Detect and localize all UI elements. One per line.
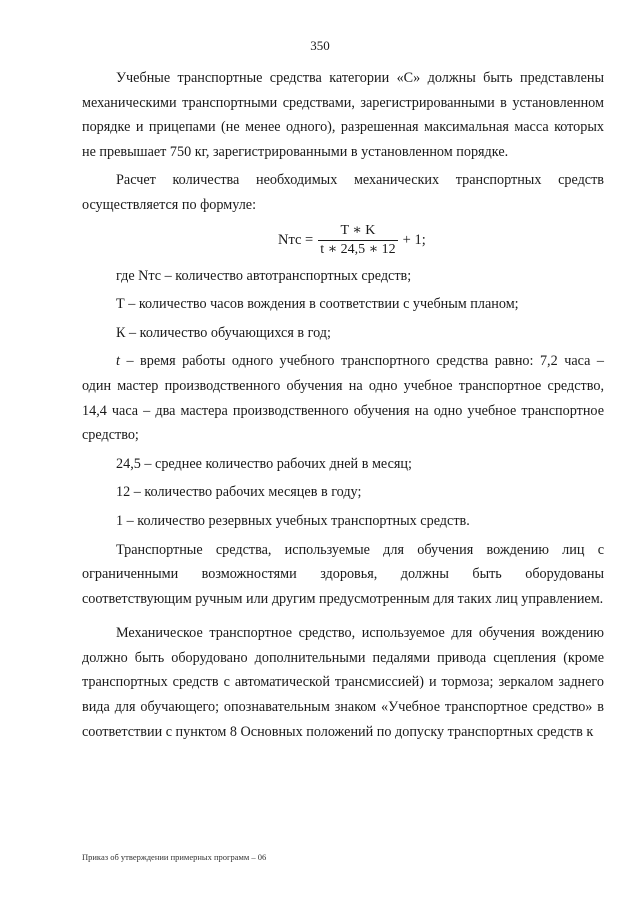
page-number: 350: [310, 38, 330, 53]
definition-t-hours: Т – количество часов вождения в соответствии с учебным планом;: [116, 296, 519, 313]
paragraph-vehicle-equipment: Механическое транспортное средство, используемое для обучения вождению должно быть оборудовано дополнительными педалями привода сцепления (кроме транспортных средств с автоматической трансмиссией) и тормоза; зеркалом заднего вида для обучающего; опознавательным знаком «Учебное транспортное средство» в соответствии с пунктом 8 Основных положений по допуску транспортных средств к: [82, 625, 604, 740]
paragraph-vehicle-requirements: Учебные транспортные средства категории «С» должны быть представлены механическими транспортными средствами, зарегистрированными в установленном порядке и прицепами (не менее одного), разрешенная максимальная масса которых не превышает 750 кг, зарегистрированными в установленном порядке.: [82, 70, 604, 160]
formula-lhs: Nтс =: [278, 232, 314, 249]
definition-working-days: 24,5 – среднее количество рабочих дней в месяц;: [116, 455, 412, 472]
paragraph-disabled-training: Транспортные средства, используемые для обучения вождению лиц с ограниченными возможностями здоровья, должны быть оборудованы соответствующим ручным или другим предусмотренным для таких лиц управлением.: [82, 541, 604, 607]
page-footer: Приказ об утверждении примерных программ – 06: [82, 852, 267, 862]
formula-denominator: t ∗ 24,5 ∗ 12: [320, 242, 396, 258]
formula-fraction: [318, 222, 397, 259]
definition-t-text: – время работы одного учебного транспортного средства равно: 7,2 часа – один мастер производственного обучения на одно учебное транспортное средство, 14,4 часа – два мастера производственного обучения на одно учебное транспортное средство;: [82, 353, 604, 444]
definition-t-variable: t: [116, 353, 120, 370]
formula-block: [82, 218, 604, 264]
formula-numerator: T ∗ K: [340, 223, 376, 239]
formula-rhs: + 1;: [402, 232, 426, 249]
paragraph-calculation-intro: Расчет количества необходимых механических транспортных средств осуществляется по формуле:: [82, 172, 604, 213]
definition-k-students: К – количество обучающихся в год;: [116, 324, 331, 341]
definition-t-time: [82, 349, 604, 447]
definition-ntc: где Nтс – количество автотранспортных средств;: [116, 267, 412, 284]
page-content: [82, 66, 604, 744]
definition-working-months: 12 – количество рабочих месяцев в году;: [116, 484, 362, 501]
formula: [278, 218, 426, 264]
definition-reserve-vehicles: 1 – количество резервных учебных транспортных средств.: [116, 512, 470, 529]
